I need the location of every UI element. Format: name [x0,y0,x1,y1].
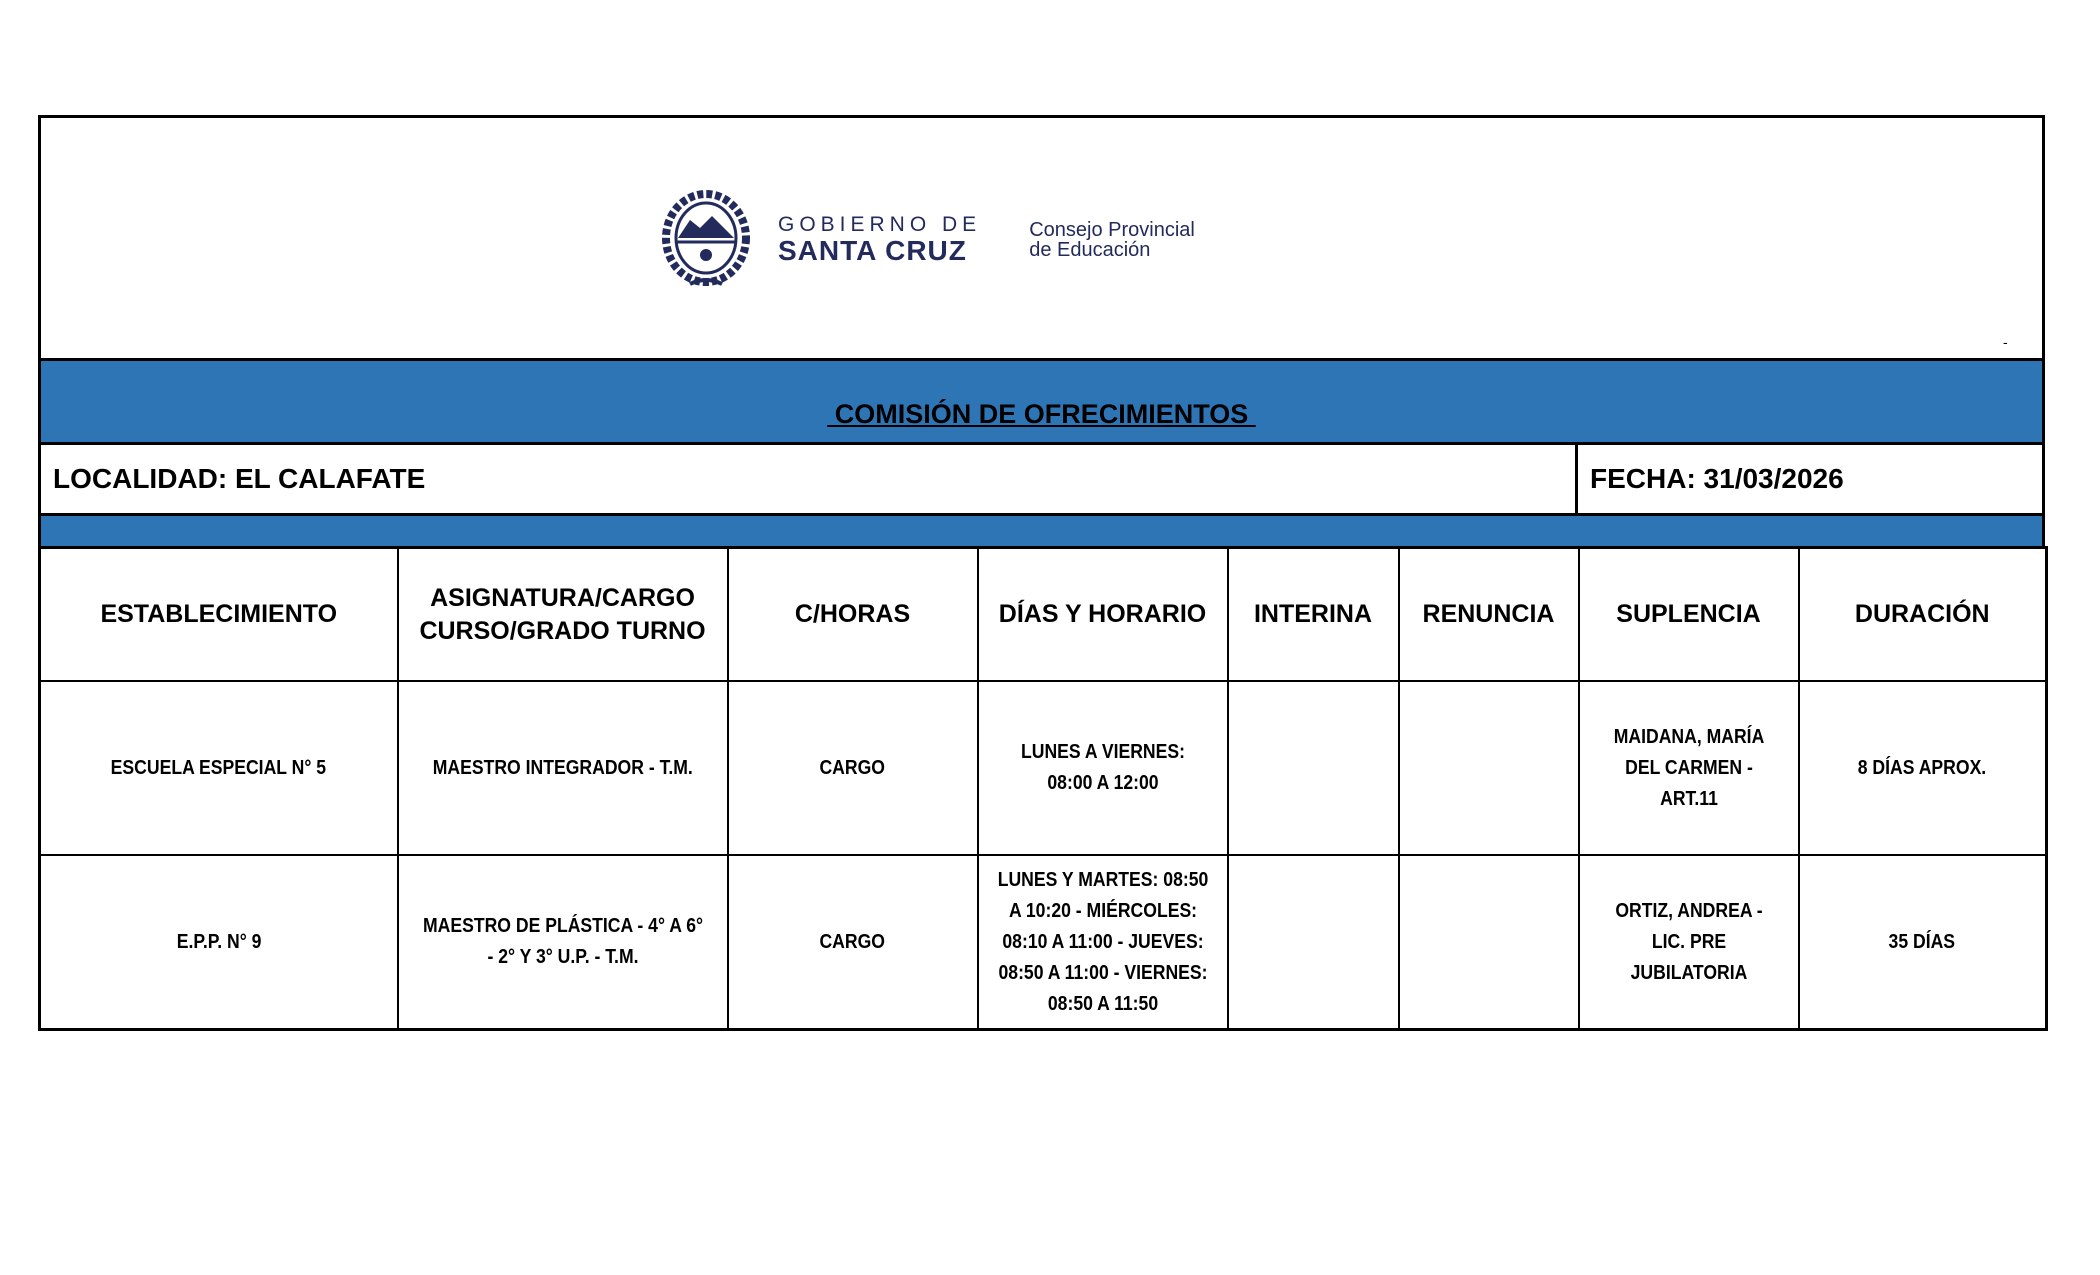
col-duracion: DURACIÓN [1799,548,2047,682]
col-suplencia: SUPLENCIA [1579,548,1799,682]
offers-table [38,546,2048,1031]
header-mark: - [2003,334,2008,350]
cell-text: E.P.P. N° 9 [176,930,262,953]
cell-horas [728,855,978,1030]
cell-text: 8 DÍAS APROX. [1858,756,1987,779]
col-interina: INTERINA [1228,548,1399,682]
col-asignatura: ASIGNATURA/CARGO CURSO/GRADO TURNO [398,548,728,682]
cell-dias-horario [978,681,1228,855]
gobierno-text: GOBIERNO DE [778,213,982,236]
title-band [38,358,2045,442]
cell-text: MAESTRO INTEGRADOR - T.M. [432,756,693,779]
cell-text: ESCUELA ESPECIAL N° 5 [111,756,327,779]
cell-horas [728,681,978,855]
table-row [40,681,2047,855]
cell-text: MAIDANA, MARÍA DEL CARMEN - ART.11 [1613,725,1764,810]
consejo-text: Consejo Provincial [1029,219,1195,241]
blue-strip [38,516,2045,547]
cell-interina [1228,855,1399,1030]
logo [660,188,1220,292]
santa-cruz-text: SANTA CRUZ [778,235,967,266]
cell-establecimiento [40,855,398,1030]
table-row [40,855,2047,1030]
coat-of-arms-icon [660,190,752,290]
cell-establecimiento [40,681,398,855]
col-establecimiento: ESTABLECIMIENTO [40,548,398,682]
cell-text: CARGO [819,930,886,953]
cell-text: MAESTRO DE PLÁSTICA - 4° A 6° - 2° Y 3° U.P. - T.M. [422,915,703,968]
cell-text: 35 DÍAS [1888,930,1956,953]
cell-asignatura [398,855,728,1030]
page-title: COMISIÓN DE OFRECIMIENTOS [827,399,1256,429]
col-dias-horario: DÍAS Y HORARIO [978,548,1228,682]
cell-interina [1228,681,1399,855]
location-row [38,442,2045,516]
cell-suplencia [1579,855,1799,1030]
cell-renuncia [1399,681,1579,855]
fecha: FECHA: 31/03/2026 [1590,463,1844,494]
cell-text: LUNES A VIERNES: 08:00 A 12:00 [1020,741,1185,794]
cell-dias-horario [978,855,1228,1030]
localidad: LOCALIDAD: EL CALAFATE [41,445,1578,513]
educacion-text: de Educación [1029,239,1151,261]
cell-asignatura [398,681,728,855]
cell-renuncia [1399,855,1579,1030]
cell-duracion [1799,681,2047,855]
col-renuncia: RENUNCIA [1399,548,1579,682]
cell-text: LUNES Y MARTES: 08:50 A 10:20 - MIÉRCOLES: 08:10 A 11:00 - JUEVES: 08:50 A 11:00 - VIERNES: 08:50 A 11:50 [997,868,1208,1015]
cell-text: CARGO [819,756,886,779]
cell-text: ORTIZ, ANDREA - LIC. PRE JUBILATORIA [1614,899,1763,984]
cell-suplencia [1579,681,1799,855]
cell-duracion [1799,855,2047,1030]
col-horas: C/HORAS [728,548,978,682]
table-header-row [40,548,2047,682]
